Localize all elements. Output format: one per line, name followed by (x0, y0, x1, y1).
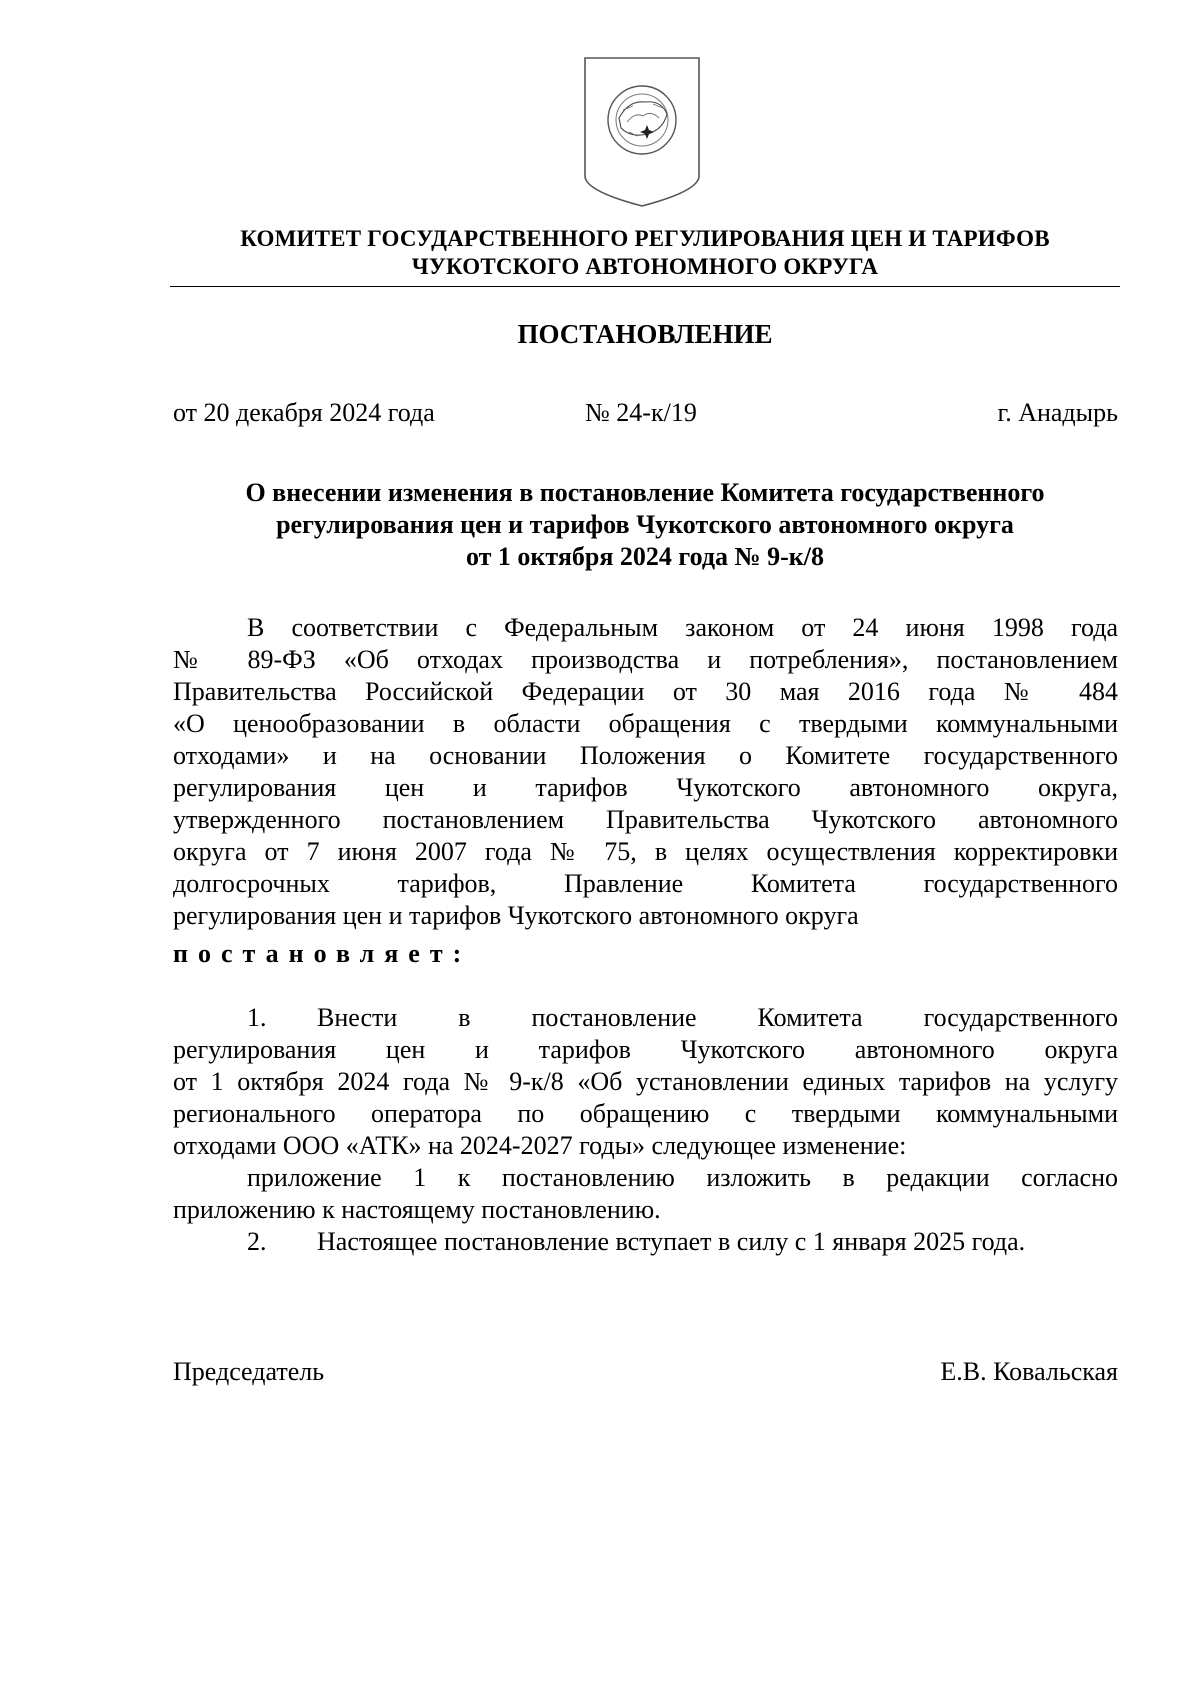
header-divider (170, 286, 1120, 287)
document-city: г. Анадырь (997, 398, 1118, 427)
item-1-line: Внести в постановление Комитета государственного (317, 1003, 1118, 1032)
committee-name-line-2: ЧУКОТСКОГО АВТОНОМНОГО ОКРУГА (411, 254, 879, 279)
item-1-subline: приложению к настоящему постановлению. (173, 1195, 661, 1224)
preamble-line: округа от 7 июня 2007 года № 75, в целях осуществления корректировки (173, 837, 1118, 866)
item-2-number: 2. (247, 1227, 267, 1256)
preamble-line: отходами» и на основании Положения о Комитете государственного (173, 741, 1118, 770)
preamble-line: долгосрочных тарифов, Правление Комитета государственного (173, 869, 1118, 898)
document-type-title: ПОСТАНОВЛЕНИЕ (517, 319, 773, 349)
item-1-line: отходами ООО «АТК» на 2024-2027 годы» следующее изменение: (173, 1131, 907, 1160)
item-1-subline: приложение 1 к постановлению изложить в редакции согласно (247, 1163, 1118, 1192)
preamble-line: регулирования цен и тарифов Чукотского автономного округа, (173, 773, 1118, 802)
item-1-first-line (247, 1002, 1118, 1034)
item-1-line: регионального оператора по обращению с твердыми коммунальными (173, 1099, 1118, 1128)
committee-name-line-1: КОМИТЕТ ГОСУДАРСТВЕННОГО РЕГУЛИРОВАНИЯ ЦЕН И ТАРИФОВ (240, 226, 1050, 251)
document-number: № 24-к/19 (585, 398, 697, 427)
preamble-line: № 89-ФЗ «Об отходах производства и потребления», постановлением (173, 645, 1118, 674)
coat-of-arms-emblem (583, 56, 701, 208)
item-2-text: Настоящее постановление вступает в силу с 1 января 2025 года. (317, 1227, 1026, 1256)
signatory-name: Е.В. Ковальская (940, 1357, 1118, 1386)
item-1-line: регулирования цен и тарифов Чукотского автономного округа (173, 1035, 1118, 1064)
subject-line-1: О внесении изменения в постановление Комитета государственного (245, 478, 1045, 507)
preamble-line: «О ценообразовании в области обращения с твердыми коммунальными (173, 709, 1118, 738)
item-2 (247, 1226, 1118, 1258)
preamble-line: утвержденного постановлением Правительства Чукотского автономного (173, 805, 1118, 834)
item-1-line: от 1 октября 2024 года № 9-к/8 «Об установлении единых тарифов на услугу (173, 1067, 1118, 1096)
preamble-line: регулирования цен и тарифов Чукотского автономного округа (173, 901, 859, 930)
preamble-line: Правительства Российской Федерации от 30 мая 2016 года № 484 (173, 677, 1118, 706)
decides-keyword: постановляет: (173, 939, 472, 968)
preamble-line: В соответствии с Федеральным законом от 24 июня 1998 года (247, 613, 1118, 642)
subject-line-3: от 1 октября 2024 года № 9-к/8 (466, 542, 824, 571)
document-date: от 20 декабря 2024 года (173, 398, 435, 427)
subject-line-2: регулирования цен и тарифов Чукотского автономного округа (276, 510, 1014, 539)
signatory-position: Председатель (173, 1357, 325, 1386)
item-1-number: 1. (247, 1003, 267, 1032)
